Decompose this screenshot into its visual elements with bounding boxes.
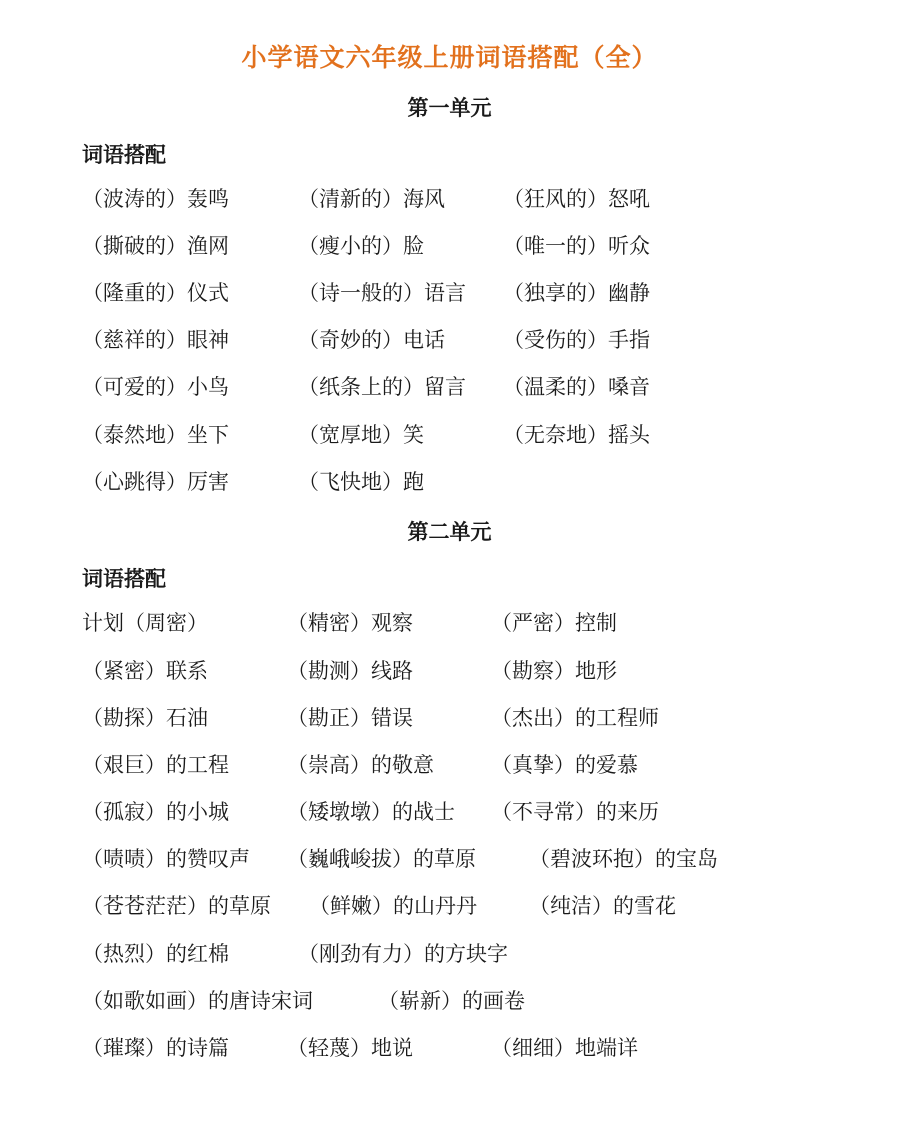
phrase: （独享的）幽静 (503, 281, 650, 305)
phrase: （轻蔑）地说 (287, 1036, 413, 1060)
phrase: 计划（周密） (82, 611, 208, 635)
table-row (0, 608, 899, 638)
phrase: （如歌如画）的唐诗宋词 (82, 989, 313, 1013)
unit1-title: 第一单元 (407, 96, 492, 120)
phrase: （崭新）的画卷 (378, 989, 525, 1013)
phrase: （真挚）的爱慕 (491, 753, 638, 777)
phrase: （璀璨）的诗篇 (82, 1036, 229, 1060)
phrase: （勘测）线路 (287, 659, 413, 683)
phrase: （唯一的）听众 (503, 234, 650, 258)
phrase: （撕破的）渔网 (82, 234, 229, 258)
phrase: （波涛的）轰鸣 (82, 187, 229, 211)
table-row (0, 703, 899, 733)
phrase: （心跳得）厉害 (82, 470, 229, 494)
phrase: （勘察）地形 (491, 659, 617, 683)
phrase: （巍峨峻拔）的草原 (287, 847, 476, 871)
page-title: 小学语文六年级上册词语搭配（全） (241, 43, 658, 72)
phrase: （热烈）的红棉 (82, 942, 229, 966)
phrase: （不寻常）的来历 (491, 800, 659, 824)
phrase: （狂风的）怒吼 (503, 187, 650, 211)
phrase: （碧波环抱）的宝岛 (529, 847, 718, 871)
table-row (0, 986, 899, 1016)
table-row (0, 325, 899, 355)
table-row (0, 750, 899, 780)
table-row (0, 420, 899, 450)
phrase: （孤寂）的小城 (82, 800, 229, 824)
phrase: （纯洁）的雪花 (529, 894, 676, 918)
phrase: （瘦小的）脸 (298, 234, 424, 258)
phrase: （诗一般的）语言 (298, 281, 466, 305)
phrase: （严密）控制 (491, 611, 617, 635)
unit2-title: 第二单元 (407, 520, 492, 544)
unit2-heading: 词语搭配 (82, 567, 166, 591)
phrase: （隆重的）仪式 (82, 281, 229, 305)
table-row (0, 939, 899, 969)
table-row (0, 844, 899, 874)
phrase: （飞快地）跑 (298, 470, 424, 494)
phrase: （清新的）海风 (298, 187, 445, 211)
table-row (0, 231, 899, 261)
phrase: （宽厚地）笑 (298, 423, 424, 447)
table-row (0, 184, 899, 214)
phrase: （啧啧）的赞叹声 (82, 847, 250, 871)
phrase: （艰巨）的工程 (82, 753, 229, 777)
table-row (0, 656, 899, 686)
phrase: （苍苍茫茫）的草原 (82, 894, 271, 918)
phrase: （精密）观察 (287, 611, 413, 635)
phrase: （受伤的）手指 (503, 328, 650, 352)
phrase: （勘正）错误 (287, 706, 413, 730)
table-row (0, 467, 899, 497)
phrase: （细细）地端详 (491, 1036, 638, 1060)
table-row (0, 278, 899, 308)
phrase: （可爱的）小鸟 (82, 375, 229, 399)
phrase: （崇高）的敬意 (287, 753, 434, 777)
phrase: （慈祥的）眼神 (82, 328, 229, 352)
phrase: （矮墩墩）的战士 (287, 800, 455, 824)
unit1-heading: 词语搭配 (82, 143, 166, 167)
phrase: （鲜嫩）的山丹丹 (309, 894, 477, 918)
phrase: （温柔的）嗓音 (503, 375, 650, 399)
phrase: （泰然地）坐下 (82, 423, 229, 447)
phrase: （勘探）石油 (82, 706, 208, 730)
table-row (0, 797, 899, 827)
table-row (0, 372, 899, 402)
phrase: （杰出）的工程师 (491, 706, 659, 730)
phrase: （无奈地）摇头 (503, 423, 650, 447)
phrase: （刚劲有力）的方块字 (298, 942, 508, 966)
phrase: （纸条上的）留言 (298, 375, 466, 399)
phrase: （紧密）联系 (82, 659, 208, 683)
table-row (0, 891, 899, 921)
phrase: （奇妙的）电话 (298, 328, 445, 352)
table-row (0, 1033, 899, 1063)
